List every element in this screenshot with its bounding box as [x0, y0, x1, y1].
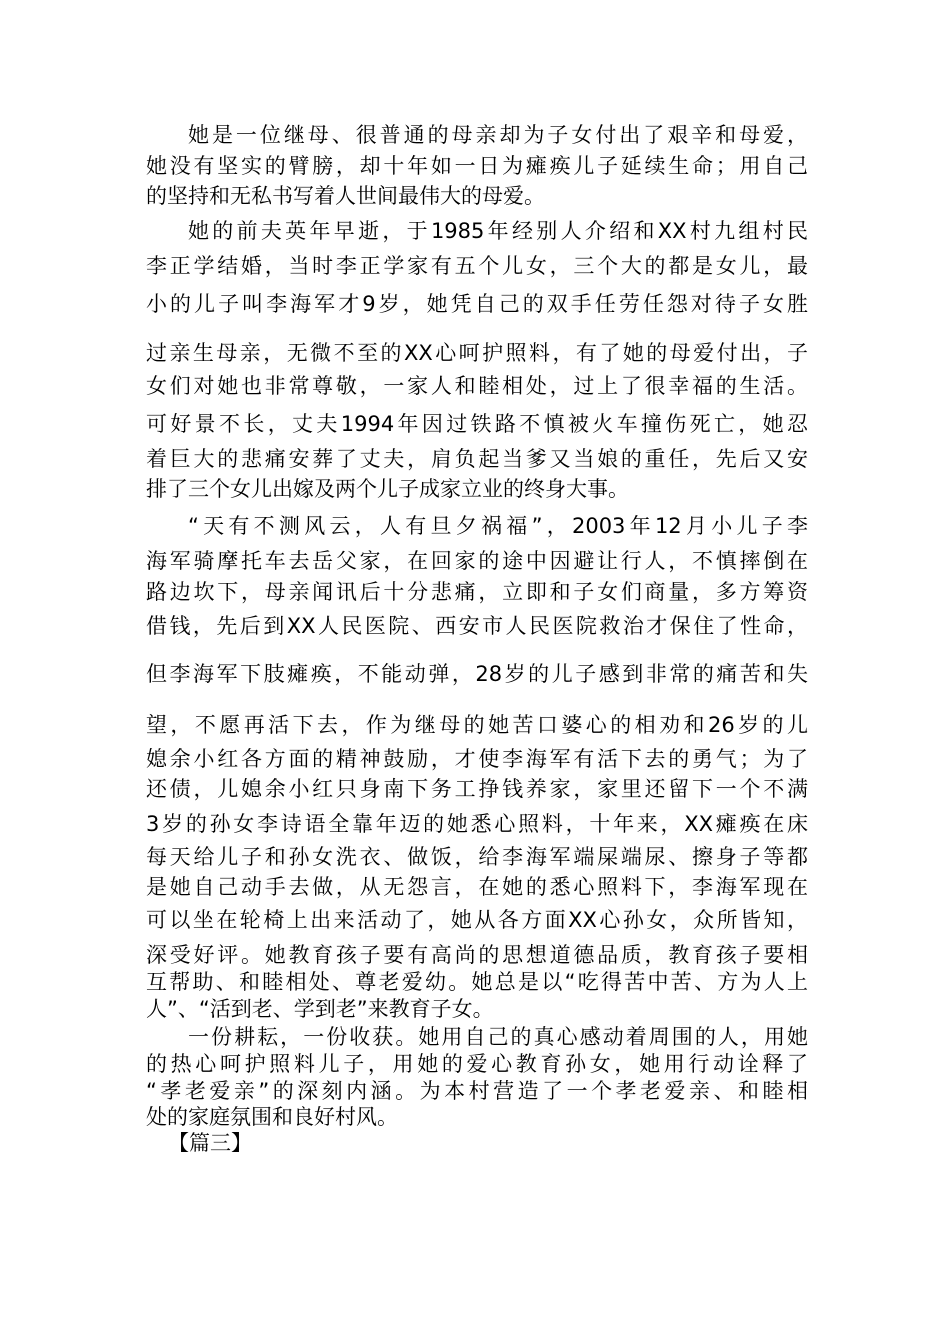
text-line: 媳余小红各方面的精神鼓励，才使李海军有活下去的勇气；为了: [146, 747, 808, 771]
text-line: “孝老爱亲”的深刻内涵。为本村营造了一个孝老爱亲、和睦相: [146, 1079, 808, 1103]
text-line: 互帮助、和睦相处、尊老爱幼。她总是以“吃得苦中苦、方为人上: [146, 970, 808, 994]
text-line: 着巨大的悲痛安葬了丈夫，肩负起当爹又当娘的重任，先后又安: [146, 447, 808, 471]
text-line: 人”、“活到老、学到老”来教育子女。: [146, 997, 494, 1021]
text-line: 但李海军下肢瘫痪，不能动弹，28岁的儿子感到非常的痛苦和失: [146, 662, 808, 686]
text-line: 她没有坚实的臂膀，却十年如一日为瘫痪儿子延续生命；用自己: [146, 154, 808, 178]
text-line: 路边坎下，母亲闻讯后十分悲痛，立即和子女们商量，多方筹资: [146, 580, 808, 604]
text-line: 李正学结婚，当时李正学家有五个儿女，三个大的都是女儿，最: [146, 254, 808, 278]
text-line: 海军骑摩托车去岳父家，在回家的途中因避让行人，不慎摔倒在: [146, 549, 808, 573]
text-line: 她是一位继母、很普通的母亲却为子女付出了艰辛和母爱，: [188, 123, 808, 147]
text-line: 处的家庭氛围和良好村风。: [146, 1105, 398, 1129]
text-line: 的坚持和无私书写着人世间最伟大的母爱。: [146, 184, 545, 208]
text-line: 可以坐在轮椅上出来活动了，她从各方面XX心孙女，众所皆知，: [146, 908, 808, 932]
text-line: 每天给儿子和孙女洗衣、做饭，给李海军端屎端尿、擦身子等都: [146, 845, 808, 869]
text-line: 可好景不长，丈夫1994年因过铁路不慎被火车撞伤死亡，她忍: [146, 412, 808, 436]
text-line: 借钱，先后到XX人民医院、西安市人民医院救治才保住了性命，: [146, 614, 808, 638]
text-line: 望，不愿再活下去，作为继母的她苦口婆心的相劝和26岁的儿: [146, 713, 808, 737]
text-line: “天有不测风云，人有旦夕祸福”，2003年12月小儿子李: [188, 514, 808, 538]
text-line: 的热心呵护照料儿子，用她的爱心教育孙女，她用行动诠释了: [146, 1052, 808, 1076]
text-line: 深受好评。她教育孩子要有高尚的思想道德品质，教育孩子要相: [146, 943, 808, 967]
text-line: 小的儿子叫李海军才9岁，她凭自己的双手任劳任怨对待子女胜: [146, 292, 808, 316]
text-line: 是她自己动手去做，从无怨言，在她的悉心照料下，李海军现在: [146, 875, 808, 899]
text-line: 3岁的孙女李诗语全靠年迈的她悉心照料，十年来，XX瘫痪在床: [146, 812, 808, 836]
text-line: 排了三个女儿出嫁及两个儿子成家立业的终身大事。: [146, 477, 629, 501]
text-line: 女们对她也非常尊敬，一家人和睦相处，过上了很幸福的生活。: [146, 374, 808, 398]
text-line: 一份耕耘，一份收获。她用自己的真心感动着周围的人，用她: [188, 1025, 808, 1049]
section-heading: 【篇三】: [168, 1131, 252, 1155]
text-line: 她的前夫英年早逝，于1985年经别人介绍和XX村九组村民: [188, 219, 808, 243]
text-line: 还债，儿媳余小红只身南下务工挣钱养家，家里还留下一个不满: [146, 777, 808, 801]
text-line: 过亲生母亲，无微不至的XX心呵护照料，有了她的母爱付出，子: [146, 341, 808, 365]
